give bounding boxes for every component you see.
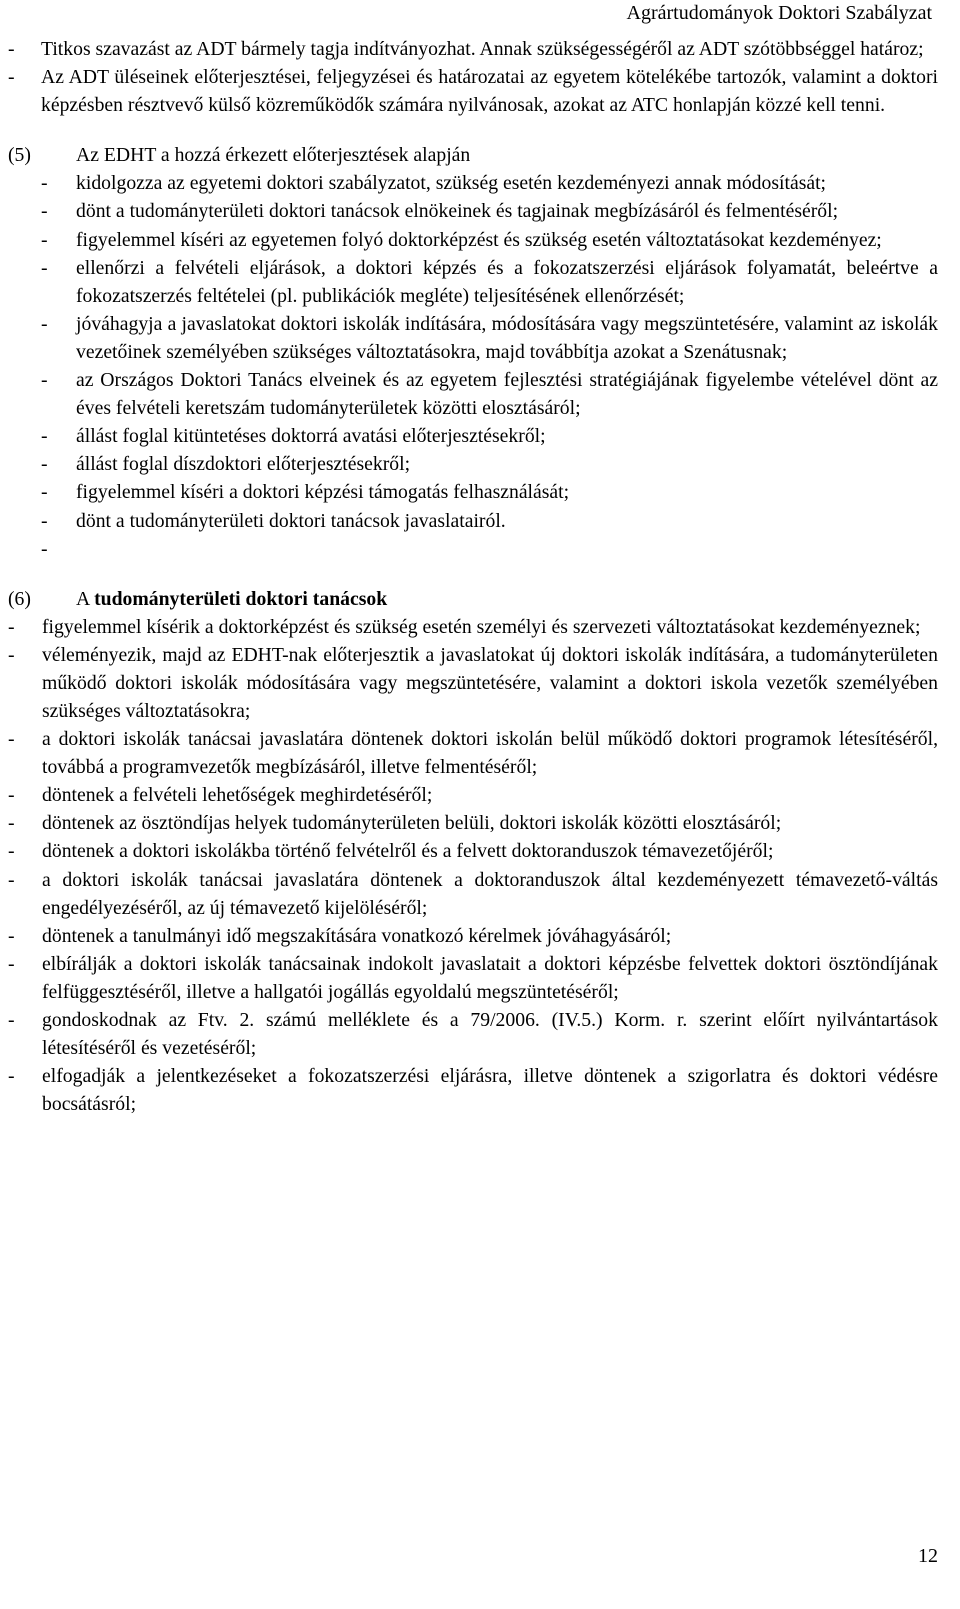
section-6 [8,585,938,1119]
list-item [8,1062,938,1118]
list-item [41,507,938,535]
page-number: 12 [918,1545,938,1567]
list-item [8,613,938,641]
list-item [8,725,938,781]
list-item-text: dönt a tudományterületi doktori tanácsok javaslatairól. [76,509,506,532]
list-item [41,169,938,197]
section-heading-prefix: A [76,587,90,610]
list-item [41,197,938,225]
section-6-heading [8,585,938,613]
list-item [8,950,938,1006]
list-item-text: ellenőrzi a felvételi eljárások, a doktori képzés és a fokozatszerzési eljárások folyamatát, beleértve a fokozatszerzés feltételei (pl. publikációk megléte) teljesítésének ellenőrzését; [76,256,938,307]
section-number: (5) [8,144,31,167]
list-item [8,809,938,837]
list-item-text: állást foglal díszdoktori előterjesztésekről; [76,453,411,476]
list-item [8,641,938,725]
list-item-text: a doktori iskolák tanácsai javaslatára döntenek doktori iskolán belül működő doktori programok létesítéséről, továbbá a programvezetők megbízásáról, illetve felmentéséről; [42,728,938,779]
list-item [8,781,938,809]
section-5-heading [8,141,938,169]
list-dash: - [41,481,48,504]
section-heading-bold: tudományterületi doktori tanácsok [94,587,388,610]
list-item [41,422,938,450]
list-dash: - [8,840,15,863]
list-dash: - [41,172,48,195]
list-dash: - [41,509,48,532]
list-item-text: az Országos Doktori Tanács elveinek és az egyetem fejlesztési stratégiájának figyelembe vételével dönt az éves felvételi keretszám tudományterületek közötti elosztásáról; [76,369,938,420]
list-dash: - [8,66,15,89]
list-dash: - [8,924,15,947]
list-dash: - [41,200,48,223]
list-item-text: jóváhagyja a javaslatokat doktori iskolák indítására, módosítására vagy megszüntetésére, valamint az iskolák vezetőinek személyében szükséges változtatásokra, majd továbbítja azokat a Szenátusnak; [76,312,938,363]
list-item [41,535,938,563]
list-dash: - [8,728,15,751]
list-item [41,226,938,254]
list-item-text: véleményezik, majd az EDHT-nak előterjesztik a javaslatokat új doktori iskolák indítására, a tudományterületen működő doktori iskolák módosítására vagy megszüntetésére, valamint a doktori iskola vezetők személyében szükséges változtatásokra; [42,643,938,722]
list-item [8,866,938,922]
list-item-text: döntenek a doktori iskolákba történő felvételről és a felvett doktoranduszok témavezetőjéről; [42,840,774,863]
list-item-text: gondoskodnak az Ftv. 2. számú melléklete és a 79/2006. (IV.5.) Korm. r. szerint előírt nyilvántartások létesítéséről és vezetéséről; [42,1009,938,1060]
list-item-text: elfogadják a jelentkezéseket a fokozatszerzési eljárásra, illetve döntenek a szigorlatra és doktori védésre bocsátásról; [42,1065,938,1116]
list-item [8,35,938,63]
list-item-text: állást foglal kitüntetéses doktorrá avatási előterjesztésekről; [76,425,546,448]
list-item [41,366,938,422]
list-item-text: a doktori iskolák tanácsai javaslatára döntenek a doktoranduszok által kezdeményezett témavezető-váltás engedélyezéséről, az új témavezető kijelöléséről; [42,868,938,919]
section-number: (6) [8,587,31,610]
list-item [8,922,938,950]
section-5-list [41,169,938,562]
list-item [8,63,938,119]
list-dash: - [41,256,48,279]
list-item-text: kidolgozza az egyetemi doktori szabályzatot, szükség esetén kezdeményezi annak módosítását; [76,172,827,195]
list-item-text: figyelemmel kísérik a doktorképzést és szükség esetén személyi és szervezeti változtatásokat kezdeményeznek; [42,615,921,638]
list-item-text: elbírálják a doktori iskolák tanácsainak indokolt javaslatait a doktori képzésbe felvettek doktori ösztöndíjának felfüggesztéséről, illetve a hallgatói jogállás egyoldalú megszüntetéséről; [42,952,938,1003]
list-dash: - [41,537,48,560]
list-dash: - [8,1009,15,1031]
list-item-text: figyelemmel kíséri az egyetemen folyó doktorképzést és szükség esetén változtatásokat kezdeményez; [76,228,882,251]
list-item [41,254,938,310]
running-header: Agrártudományok Doktori Szabályzat [626,2,932,24]
list-item-text: dönt a tudományterületi doktori tanácsok elnökeinek és tagjainak megbízásáról és felmentéséről; [76,200,839,223]
list-dash: - [41,312,48,335]
list-dash: - [8,1065,15,1088]
list-item [8,1006,938,1062]
list-item [41,450,938,478]
section-5 [8,141,938,562]
list-dash: - [8,952,15,975]
list-item-text: döntenek az ösztöndíjas helyek tudományterületen belüli, doktori iskolák közötti elosztásáról; [42,812,782,835]
list-item-text: döntenek a felvételi lehetőségek meghirdetéséről; [42,784,433,807]
section-6-list [8,613,938,1119]
list-dash: - [41,228,48,251]
list-item-text: Titkos szavazást az ADT bármely tagja indítványozhat. Annak szükségességéről az ADT szótöbbséggel határoz; [41,38,924,60]
list-item-text: figyelemmel kíséri a doktori képzési támogatás felhasználását; [76,481,570,504]
list-item-text: döntenek a tanulmányi idő megszakítására vonatkozó kérelmek jóváhagyásáról; [42,924,672,947]
list-dash: - [8,615,15,638]
list-dash: - [8,868,15,891]
document-body [8,35,938,1118]
list-dash: - [8,643,15,666]
list-dash: - [41,369,48,392]
list-item [41,310,938,366]
list-dash: - [41,425,48,448]
section-heading-text: Az EDHT a hozzá érkezett előterjesztések alapján [76,144,471,167]
list-dash: - [41,453,48,476]
list-item [41,478,938,506]
list-dash: - [8,812,15,835]
list-dash: - [8,38,15,60]
list-item [8,837,938,865]
list-item-text: Az ADT üléseinek előterjesztései, feljegyzései és határozatai az egyetem kötelékébe tartozók, valamint a doktori képzésben résztvevő külső közreműködők számára nyilvánosak, azokat az ATC honlapján közzé kell tenni. [41,66,938,117]
list-dash: - [8,784,15,807]
intro-list [8,35,938,119]
